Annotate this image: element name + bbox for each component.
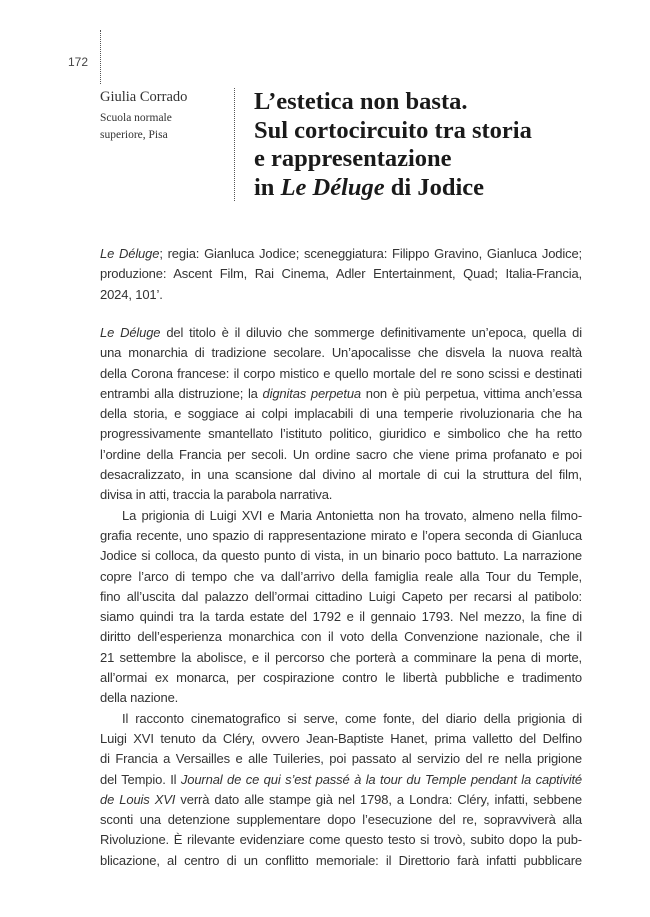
text-line: all’ormai ex monarca, per cospirazione contro le libertà pubbliche e tradimento	[100, 670, 582, 686]
text-span: entrambi alla distruzione; la	[100, 385, 263, 401]
text-line: progressivamente smantellato l’istituto politico, giuridico e simbolico che ha retto	[100, 426, 582, 442]
text-line: Rivoluzione. È rilevante evidenziare come questo testo si trovò, subito dopo la pub-	[100, 832, 582, 848]
author-name: Giulia Corrado	[100, 89, 188, 105]
text-line: 21 settembre la abolisce, e il percorso che porterà a comminare la pena di morte,	[100, 649, 582, 665]
title-text: di Jodice	[384, 173, 485, 201]
text-line: blicazione, al centro di un conflitto memoriale: il Direttorio farà infatti pubblicare	[100, 852, 582, 868]
title-divider-rule	[234, 88, 235, 201]
cited-work-title: Journal de ce qui s’est passé à la tour du Temple pendant la captivité	[180, 771, 582, 787]
credits-line	[100, 244, 582, 264]
text-line: fino all’uscita dal palazzo dell’ormai cittadino Luigi Capeto per recarsi al patibolo:	[100, 588, 582, 604]
text-line: desacralizzato, in una scansione dal divino al mortale di cui la struttura del film,	[100, 467, 582, 483]
text-line	[100, 384, 582, 404]
latin-term: dignitas perpetua	[262, 385, 361, 401]
title-line: L’estetica non basta.	[254, 88, 468, 115]
text-line: l’ordine della Francia per secoli. Un ordine sacro che viene prima profanato e poi	[100, 446, 582, 462]
text-line: sconti una detenzione supplementare dopo l’esecuzione del re, sopravviverà alla	[100, 812, 582, 828]
text-line: della storia, e soggiace ai colpi implacabili di una temperie rivoluzionaria che ha	[100, 406, 582, 422]
article-body	[100, 323, 582, 871]
cited-work-title: de Louis XVI	[100, 791, 176, 807]
paragraph	[100, 709, 582, 871]
page-number: 172	[68, 55, 89, 69]
film-title: Le Déluge	[100, 325, 161, 340]
title-line: Sul cortocircuito tra storia	[254, 116, 532, 144]
text-line: della nazione.	[100, 690, 179, 706]
text-span: del Tempio. Il	[100, 771, 181, 787]
paragraph	[100, 506, 582, 709]
title-line	[254, 174, 614, 203]
text-line: Jodice si colloca, da questo punto di vista, in un binario poco battuto. La narrazione	[100, 548, 582, 564]
credits-line: 2024, 101’.	[100, 286, 163, 302]
text-line: La prigionia di Luigi XVI e Maria Antonietta non ha trovato, almeno nella filmo-	[122, 507, 582, 523]
text-line: della Corona francese: il corpo mistico e quello mortale del re sono scissi e destinati	[100, 365, 582, 381]
author-affiliation: Scuola normale superiore, Pisa	[100, 112, 172, 141]
text-line: diritto dell’esperienza monarchica con il voto della Convenzione nazionale, che il	[100, 629, 582, 645]
paragraph	[100, 323, 582, 506]
text-span: verrà dato alle stampe già nel 1798, a Londra: Cléry, infatti, sebbene	[175, 791, 582, 807]
text-line	[100, 323, 582, 343]
text-line: grafia recente, uno spazio di rappresentazione mirato e l’opera seconda di Gianluca	[100, 527, 582, 543]
film-title: Le Déluge	[100, 246, 160, 261]
text-span: del titolo è il diluvio che sommerge definitivamente un’epoca, quella di	[160, 325, 582, 340]
text-line: siamo quindi tra la tarda estate del 1792 e il gennaio 1793. Nel mezzo, la fine di	[100, 609, 582, 625]
text-line: una monarchia di tradizione secolare. Un’apocalisse che disvela la nuova realtà	[100, 345, 582, 361]
title-line: e rappresentazione	[254, 145, 452, 172]
header-divider-rule	[100, 30, 101, 84]
film-credits	[100, 244, 582, 305]
article-title	[254, 88, 614, 202]
text-line	[100, 770, 582, 790]
film-title: Le Déluge	[280, 173, 385, 201]
text-line: divisa in atti, traccia la parabola narrativa.	[100, 487, 333, 503]
credits-line: produzione: Ascent Film, Rai Cinema, Adler Entertainment, Quad; Italia-Francia,	[100, 266, 582, 282]
text-line	[100, 790, 582, 810]
title-text: in	[254, 173, 281, 201]
text-line: copre l’arco di tempo che va dall’arrivo della famiglia reale alla Tour du Temple,	[100, 568, 582, 584]
text-span: non è più perpetua, vittima anch’essa	[361, 385, 582, 401]
text-line: Luigi XVI tenuto da Cléry, ovvero Jean-Baptiste Hanet, prima valletto del Delfino	[100, 730, 582, 746]
text-line: Il racconto cinematografico si serve, come fonte, del diario della prigionia di	[122, 710, 582, 726]
credits-text: ; regia: Gianluca Jodice; sceneggiatura: Filippo Gravino, Gianluca Jodice;	[159, 246, 582, 261]
author-block	[100, 89, 230, 144]
text-line: di Francia a Versailles e alle Tuileries, poi passato al servizio del re nella prigione	[100, 751, 582, 767]
